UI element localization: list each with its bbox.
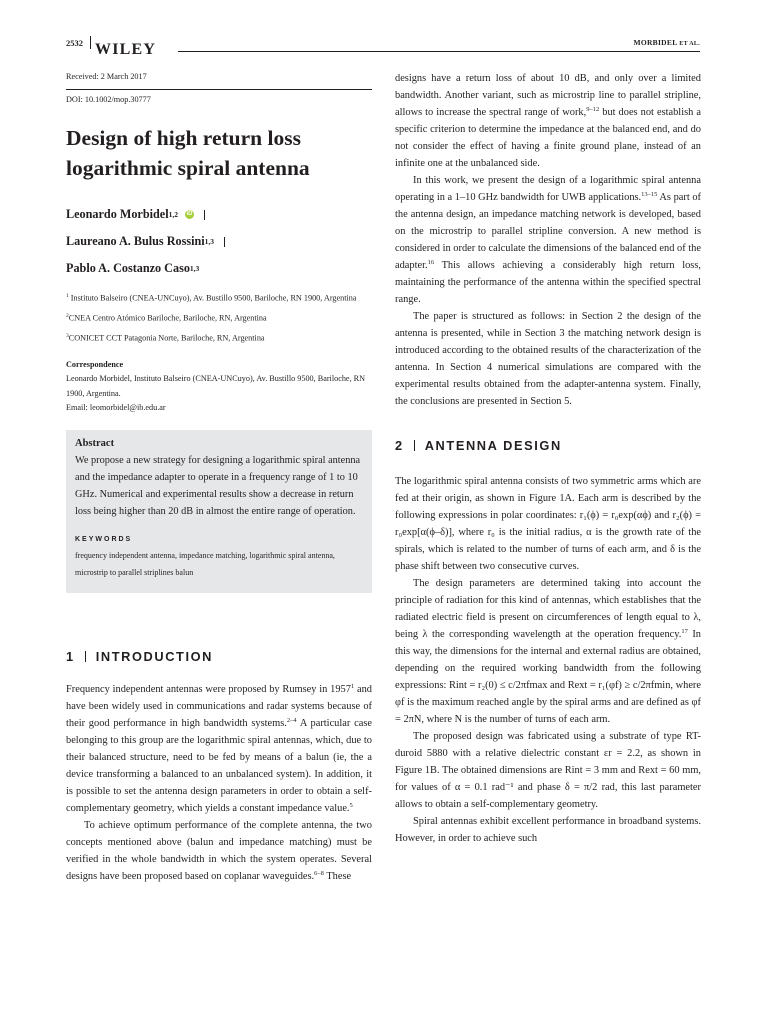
author-name: Laureano A. Bulus Rossini — [66, 234, 205, 248]
citation-ref[interactable]: 16 — [427, 259, 435, 266]
affiliation-1 — [66, 288, 372, 307]
correspondence-email[interactable]: Email: leomorbidel@ib.edu.ar — [66, 403, 166, 413]
paragraph — [395, 70, 701, 172]
running-head-author: MORBIDEL — [633, 38, 678, 47]
text-run: To achieve optimum performance of the complete antenna, the two concepts mentioned above (balun and impedance matching) must be verified in the whole bandwidth in which the system operates. Several designs have been proposed based on coplanar waveguides. — [66, 819, 372, 882]
citation-ref[interactable]: 6–8 — [314, 869, 324, 877]
author-name: Pablo A. Costanzo Caso — [66, 261, 190, 275]
abstract-text: We propose a new strategy for designing a logarithmic spiral antenna and the impedance adapter to operate in a frequency range of 1 to 10 GHz. Numerical and experimental results show a decrease in return loss being higher than 20 dB in almost the entire range of operation. — [75, 454, 361, 517]
page-header — [66, 38, 700, 62]
author-affil-sup: 1,3 — [189, 264, 200, 273]
text-run: This allows achieving a considerably high return loss, maintaining the performance of the antenna within the specified spectral range. — [395, 260, 701, 305]
affiliation-text: CONICET CCT Patagonia Norte, Bariloche, RN, Argentina — [68, 334, 265, 344]
correspondence-label: Correspondence — [66, 359, 124, 369]
section-divider — [414, 440, 415, 451]
citation-ref[interactable]: 2–4 — [286, 716, 297, 724]
text-run: In this work, we present the design of a logarithmic spiral antenna operating in a 1–10 GHz bandwidth for UWB applications. — [395, 175, 701, 203]
section-heading-antenna-design — [395, 438, 701, 453]
paragraph — [395, 172, 701, 308]
text-run: These — [323, 870, 352, 882]
section-divider — [85, 651, 86, 662]
text-run: but does not establish a specific criterion to determine the impedance at the balanced end, and do not consider the effect of having a finite ground plane, instead of an infinite one at the unbalanced side. — [395, 107, 701, 169]
citation-ref[interactable]: 13–15 — [641, 191, 658, 198]
paragraph: The proposed design was fabricated using a substrate of type RT-duroid 5880 with a relative dielectric constant εr = 2.2, as shown in Figure 1B. The obtained dimensions are Rint = 3 mm and Rext = 60 mm, for values of α = 0.1 rad⁻¹ and phase δ = π/2 rad, this last parameter allows to obtain a self-complementary geometry. — [395, 731, 701, 810]
article-meta — [66, 70, 372, 107]
text-run: and have been widely used in communications and radar systems because of their good performance in high bandwidth systems. — [66, 683, 372, 729]
orcid-icon[interactable]: iD — [186, 211, 193, 217]
right-column — [395, 70, 701, 847]
author-name: Leonardo Morbidel — [66, 207, 169, 221]
received-date: Received: 2 March 2017 — [66, 72, 147, 81]
introduction-body — [66, 681, 372, 885]
citation-ref[interactable]: 5 — [349, 801, 353, 809]
section-title: INTRODUCTION — [95, 648, 214, 664]
keywords-text: frequency independent antenna, impedance matching, logarithmic spiral antenna, microstrip to parallel striplines balun — [75, 550, 335, 577]
section-number: 2 — [395, 438, 404, 453]
author-affil-sup: 1,3 — [204, 237, 215, 246]
section-heading-introduction — [66, 649, 372, 664]
affiliation-2 — [66, 308, 372, 327]
text-run: As part of the antenna design, an impedance matching network is developed, based on the microstrip to parallel stripline conversion. A new method is considered in order to calculate the dimensions of the balanced end of the adapter. — [395, 192, 701, 271]
publisher-logo: WILEY — [95, 41, 157, 58]
doi[interactable]: DOI: 10.1002/mop.30777 — [66, 89, 372, 107]
paragraph: The paper is structured as follows: in Section 2 the design of the antenna is presented, while in Section 3 the matching network design is introduced according to the obtained results of the characterization of the antenna. In Section 4 numerical simulations are compared with the experimental results obtained from the adapter-antenna system. Finally, the conclusions are presented in Section 5. — [395, 311, 701, 407]
correspondence-address: Leonardo Morbidel, Instituto Balseiro (CNEA-UNCuyo), Av. Bustillo 9500, Bariloche, RN 1900, Argentina. — [66, 374, 366, 398]
affiliation-3 — [66, 328, 372, 347]
author-3 — [66, 255, 372, 282]
paragraph — [395, 575, 701, 728]
affiliation-text: CNEA Centro Atómico Bariloche, Bariloche, RN, Argentina — [68, 313, 267, 323]
text-run: The design parameters are determined taking into account the principle of radiation for this kind of antennas, which establishes that the radiated electric field is present on circumferences of length equal to λ, being λ the corresponding wavelength at the operation frequency. — [395, 578, 701, 640]
affiliation-sup: 1 — [66, 293, 69, 299]
author-affil-sup: 1,2 — [168, 210, 178, 219]
citation-ref[interactable]: 1 — [350, 682, 355, 690]
section-title: ANTENNA DESIGN — [424, 438, 562, 453]
article-title: Design of high return loss logarithmic spiral antenna — [66, 126, 310, 180]
citation-ref[interactable]: 17 — [681, 628, 688, 635]
header-divider — [90, 36, 91, 49]
paragraph: The logarithmic spiral antenna consists of two symmetric arms which are fed at their origin, as shown in Figure 1A. Each arm is described by the following expressions in polar coordinates: r₁(ϕ) = r₀exp(αϕ) and r₂(ϕ) = r₀exp[α(ϕ–δ)], where r₀ is the initial radius, α is the growth rate of the spirals, which is related to the number of turns of each arm, and δ is the phase shift between two consecutive curves. — [395, 476, 701, 572]
paragraph: Spiral antennas exhibit excellent performance in broadband systems. However, in order to achieve such — [395, 816, 701, 844]
page-number: 2532 — [66, 38, 83, 48]
correspondence — [66, 358, 372, 416]
running-head — [633, 38, 700, 47]
running-head-suffix: ET AL. — [679, 41, 700, 47]
text-run: A particular case belonging to this group are the logarithmic spiral antennas, which, due to their balanced structure, need to be fed by means of a balun (ie, the a device transforming a balanced to an unbalanced system). In addition, it is possible to set the antenna design parameters in order to obtain a self-complementary geometry, which yields a constant impedance value. — [66, 717, 372, 814]
citation-ref[interactable]: 9–12 — [586, 106, 600, 113]
header-rule — [178, 51, 700, 52]
section-number: 1 — [66, 648, 75, 664]
author-list — [66, 201, 372, 282]
text-run: In this way, the dimensions for the internal and external radius are obtained, depending on the required working bandwidth from the following expressions: Rint = r₂(0) ≤ c/2πfmax and Rext = r₁(φf) ≥ c/2πfmin, where φf is the maximum reached angle by the spiral arms and are defined as φf = 2πN, where N is the number of turns of each arm. — [395, 629, 701, 725]
paragraph — [66, 817, 372, 885]
text-run: Frequency independent antennas were proposed by Rumsey in 1957 — [66, 683, 351, 695]
paragraph — [66, 681, 372, 817]
keywords-heading: KEYWORDS — [75, 535, 133, 543]
affiliation-text: Instituto Balseiro (CNEA-UNCuyo), Av. Bustillo 9500, Bariloche, RN 1900, Argentina — [70, 293, 357, 303]
author-2 — [66, 228, 372, 255]
text-run: designs have a return loss of about 10 dB, and only over a limited bandwidth. Another variant, such as microstrip line to parallel stripline, allows to increase the spectral range of work, — [395, 73, 701, 118]
abstract-box — [66, 430, 372, 593]
author-divider — [204, 210, 205, 220]
affiliation-sup: 2 — [66, 313, 69, 320]
affiliation-sup: 3 — [66, 333, 69, 340]
author-1 — [66, 201, 372, 228]
left-column — [66, 70, 372, 885]
author-divider — [224, 237, 225, 247]
affiliations — [66, 288, 372, 348]
abstract-heading: Abstract — [75, 437, 115, 449]
